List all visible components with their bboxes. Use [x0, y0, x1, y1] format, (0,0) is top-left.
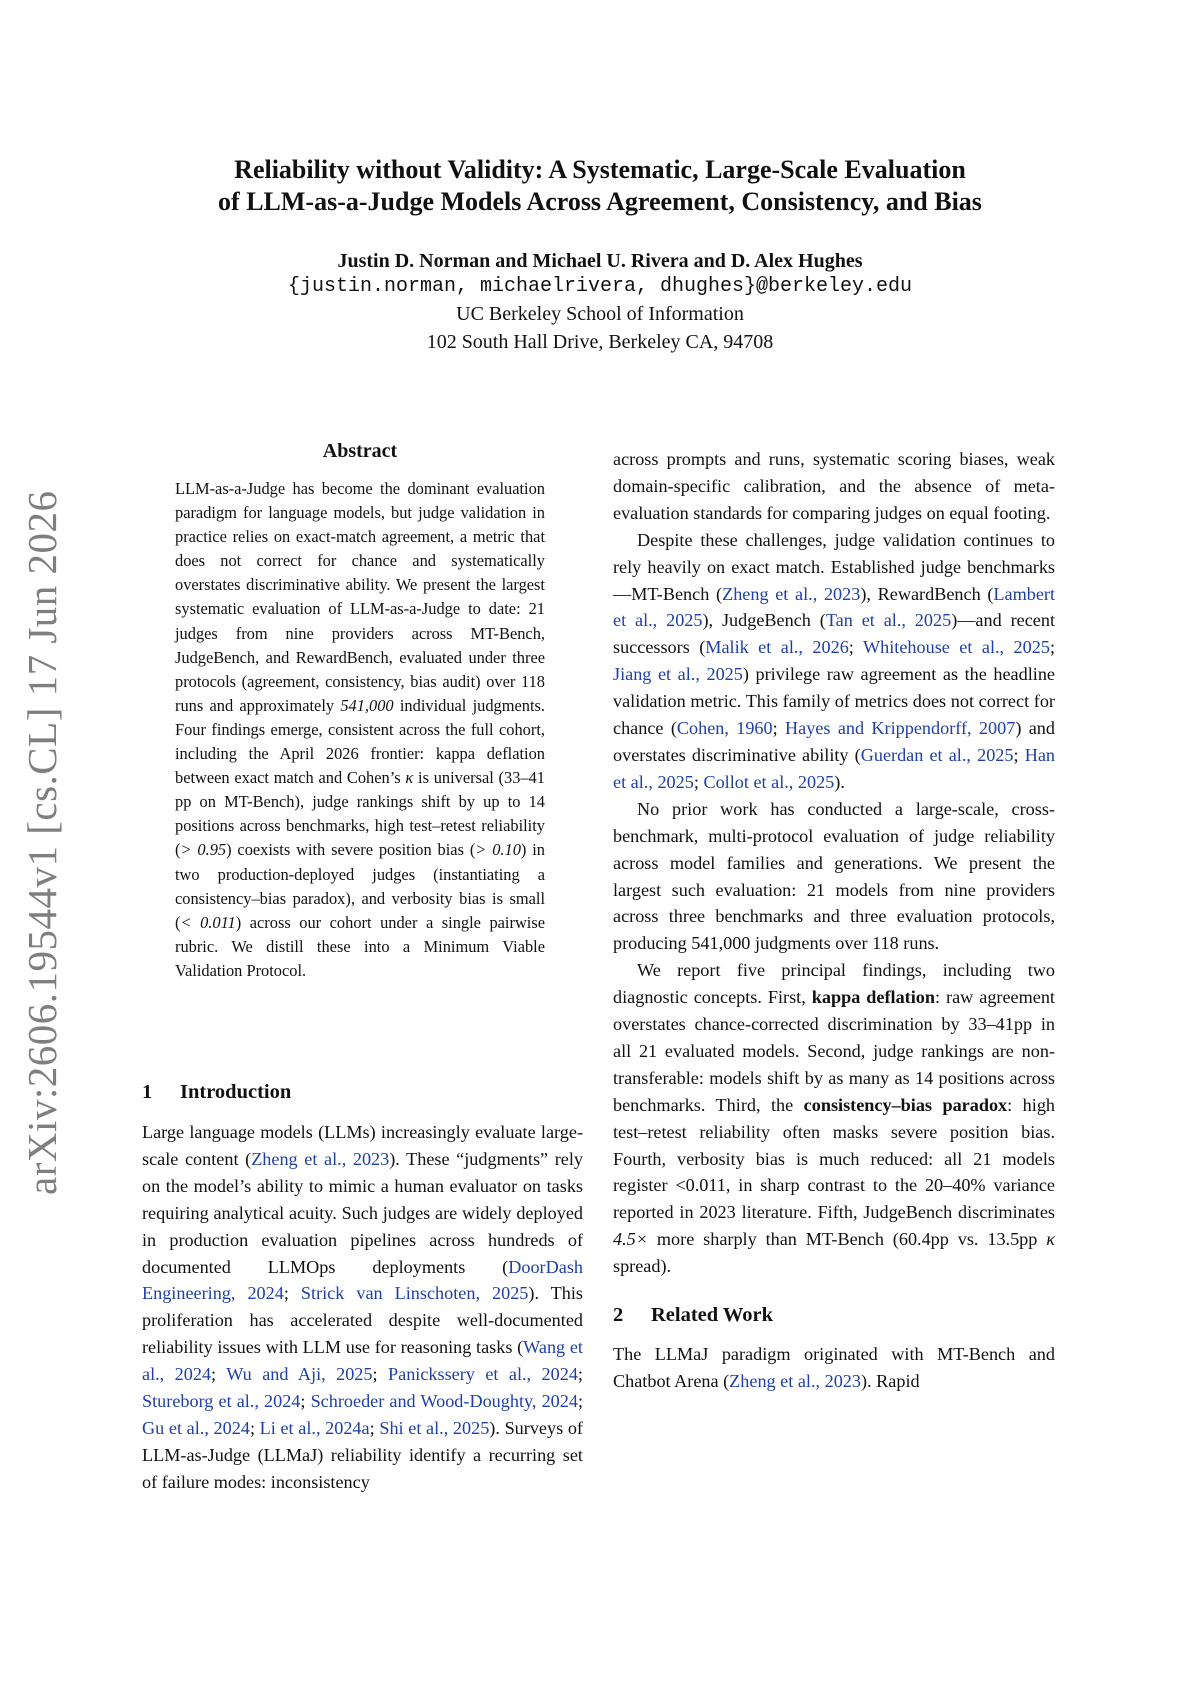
- text-run: ;: [772, 718, 786, 739]
- section-number: 1: [142, 1081, 153, 1103]
- retest-threshold: > 0.95: [180, 840, 227, 860]
- title-line-2: of LLM-as-a-Judge Models Across Agreement, Consistency, and Bias: [218, 187, 982, 216]
- judgment-count: 541,000: [340, 695, 394, 715]
- abstract-text: [175, 477, 545, 983]
- citation-link[interactable]: Panickssery et al., 2024: [388, 1364, 578, 1385]
- abstract-section: [175, 440, 545, 983]
- text-run: Large language models (LLMs) increasingly evaluate large-scale content (: [142, 1122, 583, 1169]
- citation-link[interactable]: Cohen, 1960: [676, 718, 773, 739]
- text-run: ) privilege raw agreement as the headline validation metric. This family of metrics does not correct for chance (: [613, 664, 1055, 739]
- text-run: : raw agreement overstates chance-corrected discrimination by 33–41pp in all 21 evaluated models. Second, judge rankings are non-transferable: models shift by as many as 14 positions across benchmarks. Third, the: [613, 987, 1055, 1115]
- text-run: ). Rapid: [861, 1371, 920, 1391]
- text-run: spread).: [613, 1256, 672, 1277]
- citation-link[interactable]: Zheng et al., 2023: [722, 583, 861, 604]
- citation-link[interactable]: Guerdan et al., 2025: [860, 744, 1014, 765]
- citation-link[interactable]: Zheng et al., 2023: [729, 1371, 861, 1391]
- section-heading-introduction: [142, 1081, 583, 1104]
- abstract-part-3: is universal (33–41 pp on MT-Bench), judge rankings shift by up to 14 positions across benchmarks, high test–retest reliability (: [175, 768, 545, 860]
- abstract-part-5: ) in two production-deployed judges (instantiating a consistency–bias paradox), and verbosity bias is small (: [175, 840, 546, 932]
- section-title: Introduction: [180, 1081, 292, 1103]
- text-run: ;: [848, 637, 863, 658]
- text-run: ). This proliferation has accelerated despite well-documented reliability issues with LLM use for reasoning tasks (: [142, 1283, 584, 1358]
- text-run: ;: [1049, 637, 1055, 658]
- text-run: : high test–retest reliability often masks severe position bias. Fourth, verbosity bias is much reduced: all 21 models register <0.011, in sharp contrast to the 20–40% variance reported in 2023 literature. Fifth, JudgeBench discriminates: [613, 1094, 1056, 1223]
- citation-link[interactable]: Hayes and Krippendorff, 2007: [785, 718, 1016, 739]
- citation-link[interactable]: Zheng et al., 2023: [251, 1148, 390, 1169]
- kappa-symbol: κ: [1046, 1229, 1055, 1250]
- text-run: )—and recent successors (: [613, 610, 1055, 658]
- introduction-continuation: across prompts and runs, systematic scoring biases, weak domain-specific calibration, and the absence of meta-evaluation standards for comparing judges on equal footing.: [613, 449, 1055, 523]
- citation-link[interactable]: Schroeder and Wood-Doughty, 2024: [310, 1391, 578, 1412]
- text-run: ;: [1013, 744, 1025, 765]
- abstract-part-4: ) coexists with severe position bias (: [226, 840, 476, 860]
- right-column: [613, 446, 1055, 1395]
- text-run: ;: [300, 1391, 311, 1412]
- position-threshold: > 0.10: [475, 840, 521, 860]
- citation-link[interactable]: Han et al., 2025: [613, 744, 1055, 792]
- citation-link[interactable]: Malik et al., 2026: [705, 637, 849, 658]
- introduction-section: [142, 1081, 583, 1496]
- discrimination-ratio: 4.5×: [613, 1229, 649, 1250]
- text-run: ;: [249, 1417, 260, 1438]
- text-run: The LLMaJ paradigm originated with MT-Bench and Chatbot Arena (: [613, 1344, 1055, 1391]
- author-list: Justin D. Norman and Michael U. Rivera and D. Alex Hughes: [337, 250, 863, 272]
- citation-link[interactable]: Stureborg et al., 2024: [142, 1391, 301, 1412]
- related-work-paragraph: [613, 1341, 1055, 1395]
- paper-title: [120, 154, 1080, 218]
- contribution-paragraph: No prior work has conducted a large-scale, cross-benchmark, multi-protocol evaluation of judge reliability across model families and generations. We present the largest such evaluation: 21 models from nine providers across three benchmarks and three evaluation protocols, producing 541,000 judgments over 118 runs.: [613, 798, 1055, 954]
- citation-link[interactable]: Collot et al., 2025: [703, 771, 835, 792]
- abstract-part-6: ) across our cohort under a single pairwise rubric. We distill these into a Minimum Viable Validation Protocol.: [175, 912, 545, 980]
- citation-link[interactable]: Gu et al., 2024: [142, 1417, 250, 1438]
- citation-link[interactable]: Lambert et al., 2025: [613, 583, 1056, 631]
- text-run: ;: [577, 1391, 584, 1412]
- text-run: Despite these challenges, judge validation continues to rely heavily on exact match. Established judge benchmarks—MT-Bench (: [613, 529, 1055, 604]
- text-run: ), RewardBench (: [860, 583, 994, 604]
- citation-link[interactable]: Shi et al., 2025: [379, 1417, 490, 1438]
- text-run: ;: [283, 1283, 301, 1304]
- benchmark-paragraph: [613, 527, 1055, 796]
- abstract-heading: Abstract: [322, 440, 398, 462]
- text-run: ;: [693, 771, 704, 792]
- introduction-paragraph: [142, 1119, 583, 1496]
- kappa-symbol: κ: [405, 768, 414, 788]
- affiliation: UC Berkeley School of Information: [456, 303, 744, 325]
- abstract-part-2: individual judgments. Four findings emerge, consistent across the full cohort, including the April 2026 frontier: kappa deflation between exact match and Cohen’s: [175, 695, 545, 788]
- findings-paragraph: [613, 957, 1055, 1280]
- citation-link[interactable]: Wang et al., 2024: [142, 1337, 583, 1385]
- consistency-bias-paradox-term: consistency–bias paradox: [803, 1094, 1008, 1115]
- author-emails: {justin.norman, michaelrivera, dhughes}@berkeley.edu: [287, 275, 913, 298]
- text-run: ;: [369, 1417, 380, 1438]
- address: 102 South Hall Drive, Berkeley CA, 94708: [426, 331, 774, 353]
- text-run: ;: [372, 1364, 388, 1385]
- verbosity-threshold: < 0.011: [180, 912, 236, 932]
- citation-link[interactable]: Strick van Linschoten, 2025: [300, 1283, 529, 1304]
- text-run: ) and overstates discriminative ability (: [613, 718, 1055, 765]
- text-run: ). These “judgments” rely on the model’s ability to mimic a human evaluator on tasks requiring analytical acuity. Such judges are widely deployed in production evaluation pipelines across hundreds of documented LLMOps deployments (: [142, 1148, 583, 1277]
- citation-link[interactable]: Tan et al., 2025: [825, 610, 952, 631]
- section-title: Related Work: [651, 1304, 774, 1327]
- title-line-1: Reliability without Validity: A Systematic, Large-Scale Evaluation: [234, 155, 966, 184]
- text-run: ;: [211, 1364, 227, 1385]
- arxiv-identifier: arXiv:2606.19544v1 [cs.CL] 17 Jun 2026: [19, 490, 65, 1195]
- section-heading-related-work: [613, 1304, 1055, 1327]
- text-run: ), JudgeBench (: [702, 610, 826, 631]
- text-run: ).: [834, 771, 845, 792]
- citation-link[interactable]: Jiang et al., 2025: [613, 664, 743, 685]
- citation-link[interactable]: Wu and Aji, 2025: [226, 1364, 373, 1385]
- text-run: ;: [577, 1364, 583, 1385]
- kappa-deflation-term: kappa deflation: [811, 987, 935, 1008]
- abstract-part-1: LLM-as-a-Judge has become the dominant evaluation paradigm for language models, but judge validation in practice relies on exact-match agreement, a metric that does not correct for chance and systematically overstates discriminative ability. We present the largest systematic evaluation of LLM-as-a-Judge to date: 21 judges from nine providers across MT-Bench, JudgeBench, and RewardBench, evaluated under three protocols (agreement, consistency, bias audit) over 118 runs and approximately: [175, 479, 545, 715]
- text-run: We report five principal findings, including two diagnostic concepts. First,: [613, 960, 1055, 1008]
- citation-link[interactable]: Whitehouse et al., 2025: [862, 637, 1050, 658]
- section-number: 2: [613, 1304, 624, 1327]
- paper-header: [120, 154, 1080, 356]
- citation-link[interactable]: Li et al., 2024a: [259, 1417, 370, 1438]
- text-run: more sharply than MT-Bench (60.4pp vs. 13.5pp: [648, 1229, 1047, 1250]
- citation-link[interactable]: DoorDash Engineering, 2024: [142, 1256, 583, 1304]
- text-run: ). Surveys of LLM-as-Judge (LLMaJ) reliability identify a recurring set of failure modes: inconsistency: [142, 1417, 583, 1492]
